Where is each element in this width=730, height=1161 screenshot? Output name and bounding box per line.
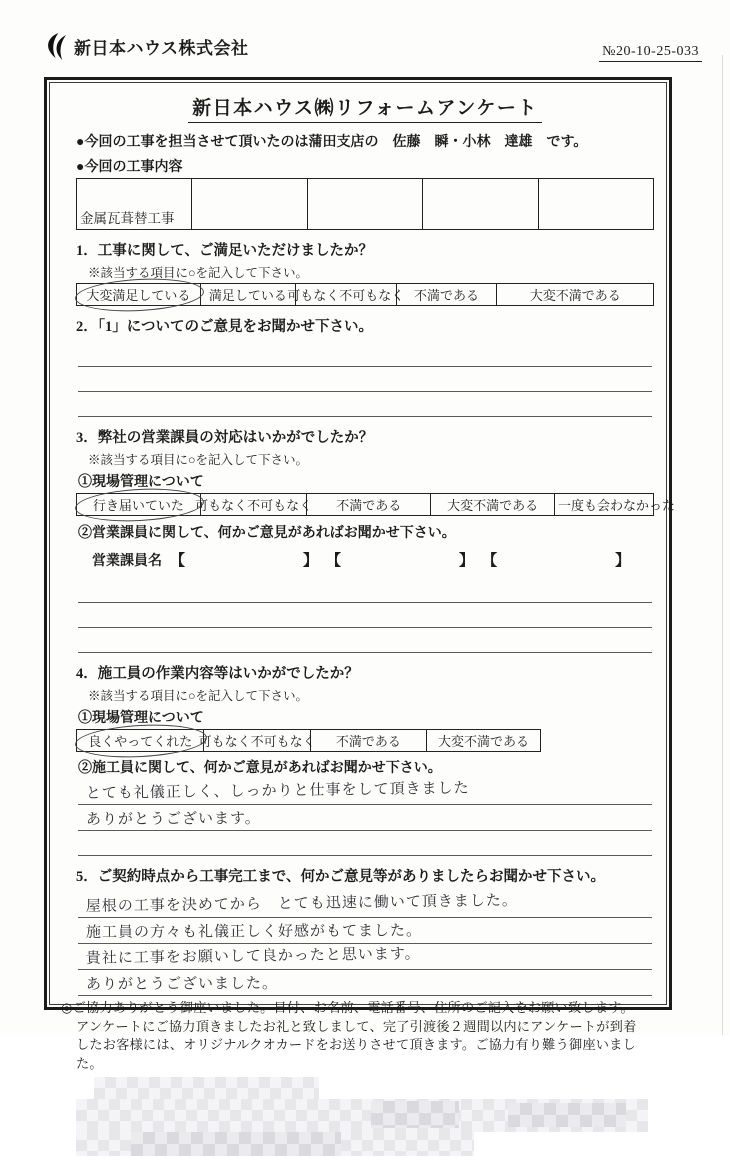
work-content-table <box>76 178 654 230</box>
work-content-cell <box>192 179 307 229</box>
form-outer-border <box>44 77 676 1071</box>
q3-option-cell: 大変不満である <box>431 494 555 515</box>
q3-subheading-comments: ②営業課員に関して、何かご意見があればお聞かせ下さい。 <box>78 526 456 541</box>
footer-note-line: ◎ご協力ありがとう御座いました。日付、お名前、電話番号、住所のご記入をお願い致します。 <box>61 1000 634 1015</box>
staff-name-field <box>170 549 318 570</box>
q3-option-label: 行き届いていた <box>92 498 184 513</box>
q1-option-cell-selected <box>77 284 201 305</box>
q1-options-table <box>76 283 654 306</box>
q4-option-cell: 大変不満である <box>438 734 530 749</box>
q3-options-table <box>76 493 676 516</box>
document-number: №20-10-25-033 <box>599 44 702 62</box>
q3-heading: 3．弊社の営業課員の対応はいかがでしたか？ <box>76 430 374 446</box>
q4-option-cell: 可もなく不可もなく <box>204 730 311 751</box>
handwritten-circle <box>74 722 208 761</box>
answer-line-blank <box>78 578 652 603</box>
bracket-open: 【 <box>326 553 342 569</box>
company-name: 新日本ハウス株式会社 <box>74 39 249 59</box>
scan-artifact-line <box>722 55 723 1035</box>
title-row <box>76 93 654 123</box>
answer-line-blank <box>78 367 652 392</box>
company-logo <box>44 32 249 61</box>
answer-line-blank <box>78 628 652 653</box>
bracket-close: 】 <box>615 553 631 569</box>
q4-comment-line <box>78 805 652 831</box>
pixel-block <box>371 1101 459 1128</box>
q4-note: ※該当する項目に○を記入して下さい。 <box>88 689 309 703</box>
bracket-open: 【 <box>482 553 498 569</box>
q1-heading: 1．工事に関して、ご満足いただけましたか？ <box>76 243 373 259</box>
pixel-block <box>131 1132 341 1156</box>
q5-comment-line <box>78 944 652 970</box>
page-header <box>44 32 702 62</box>
q1-option-cell: 不満である <box>397 284 498 305</box>
q1-option-cell: 満足している <box>201 284 296 305</box>
answer-line-blank <box>78 342 652 367</box>
q5-comment-line <box>78 892 652 918</box>
q5-heading: 5．ご契約時点から工事完工まで、何かご意見等がありましたらお聞かせ下さい。 <box>76 869 605 885</box>
q3-option-cell: 不満である <box>307 494 431 515</box>
handwritten-circle <box>74 276 204 315</box>
q5-comment-line <box>78 970 652 996</box>
bracket-open: 【 <box>170 553 186 569</box>
q4-option-cell: 不満である <box>311 730 427 751</box>
staff-name-field <box>326 549 474 570</box>
form-title: 新日本ハウス㈱リフォームアンケート <box>188 93 542 123</box>
q4-options-table <box>76 729 541 752</box>
q1-option-label: 大変満足している <box>86 288 191 303</box>
bracket-close: 】 <box>459 553 475 569</box>
work-content-cell: 金属瓦葺替工事 <box>77 179 192 229</box>
pixel-block <box>508 1103 626 1127</box>
q3-option-cell: 可もなく不可もなく <box>201 494 308 515</box>
staff-name-field <box>482 549 630 570</box>
q4-comment-line <box>78 779 652 805</box>
q4-subheading-comments: ②施工員に関して、何かご意見があればお聞かせ下さい。 <box>78 761 442 776</box>
swirl-logo-icon <box>44 32 69 61</box>
handwritten-circle <box>74 486 204 525</box>
q3-option-cell: 一度も会わなかった <box>558 498 676 513</box>
handwritten-text: 貴社に工事をお願いして良かったと思います。 <box>85 944 421 968</box>
q4-option-label: 良くやってくれた <box>88 734 193 749</box>
q3-subheading-site: ①現場管理について <box>78 475 204 490</box>
footer-note-line: したお客様には、オリジナルクオカードをお送りさせて頂きます。ご協力有り難う御座いました。 <box>76 1037 636 1071</box>
handwritten-text: ありがとうございます。 <box>85 809 261 828</box>
work-content-label: ●今回の工事内容 <box>76 160 183 175</box>
q2-heading: 2．「1」についてのご意見をお聞かせ下さい。 <box>76 319 373 335</box>
q4-subheading-site: ①現場管理について <box>78 711 204 726</box>
staff-name-row <box>92 549 654 570</box>
q5-comment-line <box>78 918 652 944</box>
footer-note <box>61 999 654 1073</box>
q1-option-cell: 可もなく不可もなく <box>296 284 397 305</box>
q4-heading: 4．施工員の作業内容等はいかがでしたか？ <box>76 666 359 682</box>
staff-name-label: 営業課員名 <box>92 553 162 569</box>
handwritten-text: 施工員の方々も礼儀正しく好感がもてました。 <box>85 921 423 941</box>
work-content-cell <box>539 179 653 229</box>
answer-line-blank <box>78 831 652 856</box>
work-content-cell <box>308 179 423 229</box>
footer-note-line: アンケートにご協力頂きましたお礼と致しまして、完了引渡後２週間以内にアンケートが到着 <box>76 1018 637 1034</box>
q1-option-cell: 大変不満である <box>529 288 621 303</box>
answer-line-blank <box>78 603 652 628</box>
answer-line-blank <box>78 392 652 417</box>
redacted-personal-info <box>76 1077 654 1161</box>
handwritten-text: 屋根の工事を決めてから とても迅速に働いて頂きました。 <box>85 890 518 916</box>
form-inner-border <box>49 82 676 1071</box>
bracket-close: 】 <box>303 553 319 569</box>
handwritten-text: ありがとうございました。 <box>85 973 279 993</box>
q3-note: ※該当する項目に○を記入して下さい。 <box>88 453 309 467</box>
work-content-cell <box>423 179 538 229</box>
staff-intro-text: ●今回の工事を担当させて頂いたのは蒲田支店の 佐藤 瞬・小林 達雄 です。 <box>76 135 588 150</box>
q1-note: ※該当する項目に○を記入して下さい。 <box>88 266 309 280</box>
handwritten-text: とても礼儀正しく、しっかりと仕事をして頂きました <box>85 778 470 803</box>
q4-option-cell-selected <box>77 730 204 751</box>
q3-option-cell-selected <box>77 494 201 515</box>
